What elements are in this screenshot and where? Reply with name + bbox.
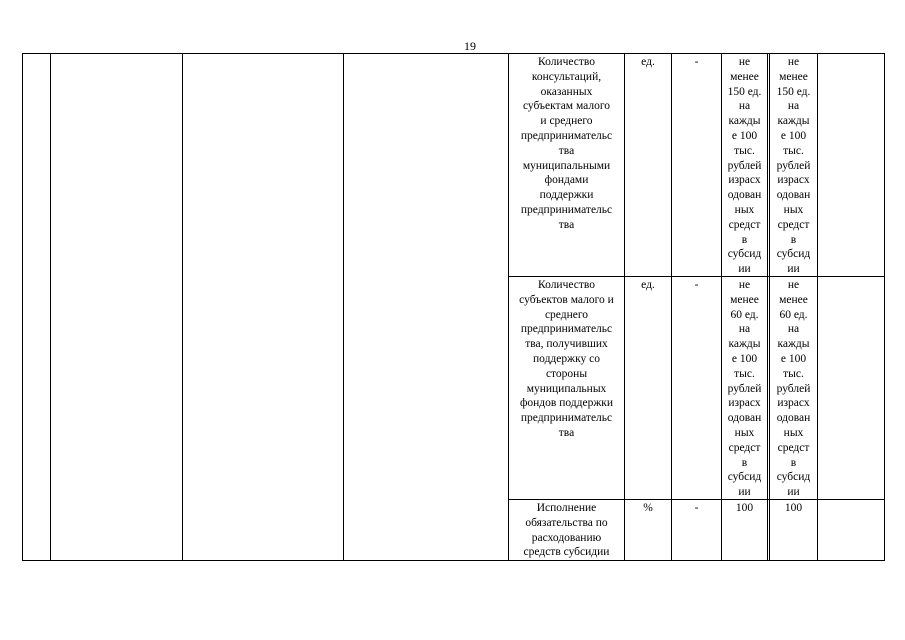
target-value-cell: 100 bbox=[735, 502, 754, 514]
indicator-cell: Исполнение обязательства по расходованию средств субсидии bbox=[523, 502, 610, 559]
base-value-cell: - bbox=[694, 279, 699, 291]
indicator-cell: Количество субъектов малого и среднего предпринимательс тва, получивших поддержку со стороны муниципальных фондов поддержки предпринимательс тва bbox=[519, 279, 614, 439]
table-border bbox=[767, 53, 768, 560]
table-border bbox=[22, 53, 885, 54]
table-border bbox=[624, 53, 625, 560]
table-border bbox=[508, 499, 885, 500]
page-number: 19 bbox=[464, 39, 476, 53]
target-value-cell: не менее 150 ед. на кажды е 100 тыс. рублей израсх одован ных средст в субсид ии bbox=[727, 56, 762, 276]
table-border bbox=[671, 53, 672, 560]
table-border bbox=[817, 53, 818, 560]
unit-cell: % bbox=[643, 502, 653, 514]
table-border bbox=[22, 53, 23, 560]
unit-cell: ед. bbox=[641, 279, 655, 291]
table-border bbox=[22, 560, 885, 561]
base-value-cell: - bbox=[694, 56, 699, 68]
indicator-cell: Количество консультаций, оказанных субъектам малого и среднего предпринимательс тва муниципальными фондами поддержки предпринимательс тва bbox=[520, 56, 613, 231]
target-value-cell: не менее 60 ед. на кажды е 100 тыс. рублей израсх одован ных средст в субсид ии bbox=[776, 279, 811, 499]
table-border bbox=[884, 53, 885, 560]
unit-cell: ед. bbox=[641, 56, 655, 68]
table-border bbox=[50, 53, 51, 560]
target-value-cell: не менее 60 ед. на кажды е 100 тыс. рублей израсх одован ных средст в субсид ии bbox=[727, 279, 762, 499]
table-border bbox=[343, 53, 344, 560]
target-value-cell: не менее 150 ед. на кажды е 100 тыс. рублей израсх одован ных средст в субсид ии bbox=[776, 56, 811, 276]
base-value-cell: - bbox=[694, 502, 699, 514]
target-value-cell: 100 bbox=[784, 502, 803, 514]
table-border bbox=[508, 276, 885, 277]
table-border bbox=[182, 53, 183, 560]
